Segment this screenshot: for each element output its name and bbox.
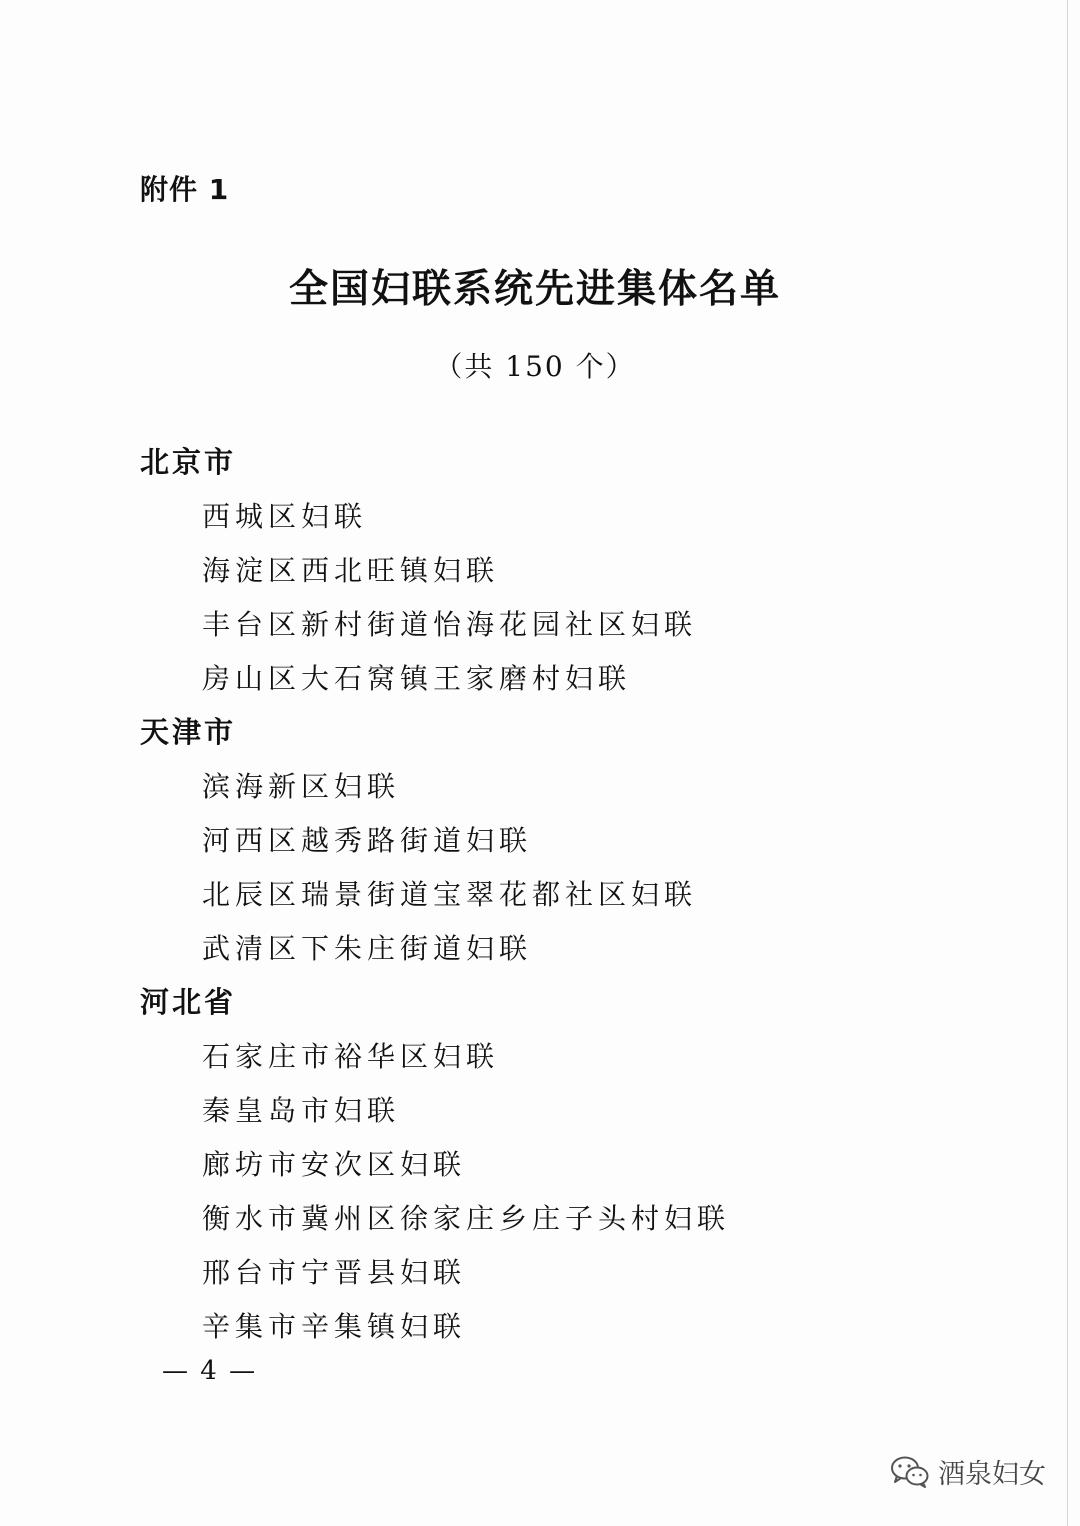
watermark-text: 酒泉妇女 [938,1459,1046,1490]
list-item: 滨海新区妇联 [202,770,401,803]
region-heading: 北京市 [140,445,237,479]
list-item: 河西区越秀路街道妇联 [202,824,533,857]
wechat-icon [890,1455,930,1489]
list-item: 石家庄市裕华区妇联 [202,1040,500,1073]
list-item: 房山区大石窝镇王家磨村妇联 [202,662,632,695]
list-item: 秦皇岛市妇联 [202,1094,401,1127]
list-item: 西城区妇联 [202,500,368,533]
list-item: 衡水市冀州区徐家庄乡庄子头村妇联 [202,1202,731,1235]
list-item: 武清区下朱庄街道妇联 [202,932,533,965]
list-item: 北辰区瑞景街道宝翠花都社区妇联 [202,878,698,911]
attachment-label: 附件 1 [140,173,230,206]
document-title: 全国妇联系统先进集体名单 [288,267,781,312]
list-item: 邢台市宁晋县妇联 [202,1256,467,1289]
region-heading: 天津市 [140,715,237,749]
list-item: 廊坊市安次区妇联 [202,1148,467,1181]
page-number: — 4 — [162,1356,258,1386]
list-item: 辛集市辛集镇妇联 [202,1310,467,1343]
region-heading: 河北省 [140,985,237,1019]
list-item: 丰台区新村街道怡海花园社区妇联 [202,608,698,641]
document-subtitle: （共 150 个） [434,350,636,383]
list-item: 海淀区西北旺镇妇联 [202,554,500,587]
source-watermark [890,1452,1046,1491]
page-edge-line [1067,0,1068,1526]
